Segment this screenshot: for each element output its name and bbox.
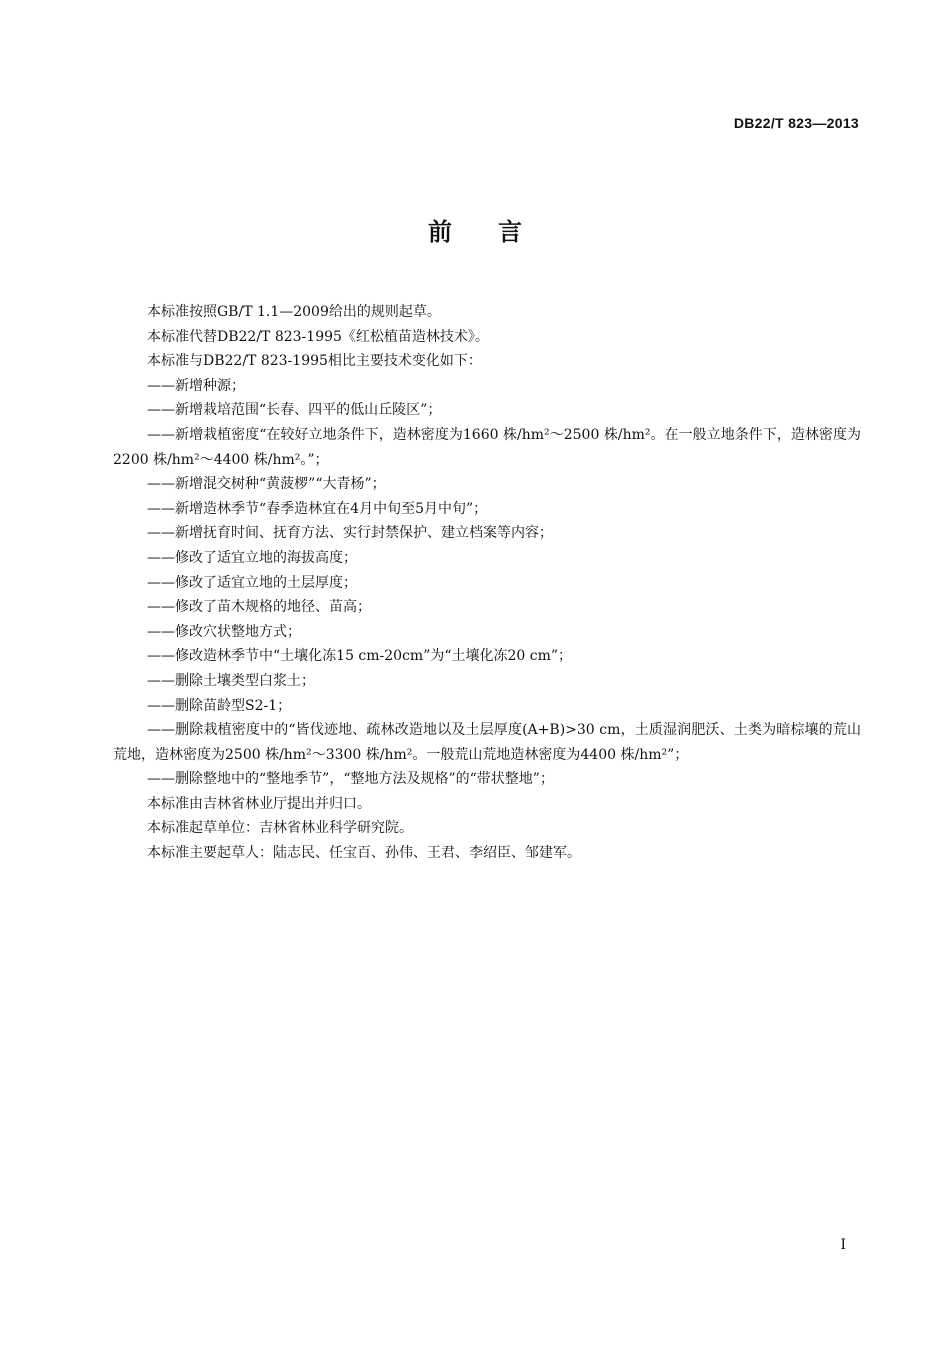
list-item: ——修改造林季节中“土壤化冻15 cm-20cm”为“土壤化冻20 cm”； [147, 648, 573, 665]
list-item: ——新增种源； [147, 377, 245, 394]
list-item: ——删除栽植密度中的“皆伐迹地、疏林改造地以及土层厚度(A+B)>30 cm，土质湿润肥沃、土类为暗棕壤的荒山荒地，造林密度为2500 株/hm²～3300 株/hm²。一般荒山荒地造林密度为4400 株/hm²”； [113, 722, 861, 763]
list-item: ——删除土壤类型白浆土； [147, 672, 315, 689]
page-number: I [840, 1237, 846, 1253]
list-item: ——新增栽植密度“在较好立地条件下，造林密度为1660 株/hm²～2500 株/hm²。在一般立地条件下，造林密度为2200 株/hm²～4400 株/hm²。”； [113, 426, 861, 468]
list-item: ——修改了苗木规格的地径、苗高； [147, 599, 371, 616]
paragraph: 本标准代替DB22/T 823-1995《红松植苗造林技术》。 [147, 328, 489, 345]
paragraph: 本标准起草单位：吉林省林业科学研究院。 [147, 820, 413, 837]
standard-code: DB22/T 823—2013 [733, 115, 859, 131]
page-title: 前言 [428, 218, 568, 246]
paragraph: 本标准按照GB/T 1.1—2009给出的规则起草。 [147, 304, 441, 320]
list-item: ——删除苗龄型S2-1； [147, 697, 292, 714]
list-item: ——新增混交树种“黄菠椤”“大青杨”； [147, 476, 386, 493]
paragraph: 本标准主要起草人：陆志民、任宝百、孙伟、王君、李绍臣、邹建军。 [147, 845, 581, 862]
list-item: ——修改了适宜立地的土层厚度； [147, 574, 357, 591]
paragraph: 本标准由吉林省林业厅提出并归口。 [147, 795, 371, 812]
paragraph: 本标准与DB22/T 823-1995相比主要技术变化如下： [147, 353, 482, 370]
list-item: ——新增造林季节“春季造林宜在4月中旬至5月中旬”； [147, 500, 488, 517]
list-item: ——新增抚育时间、抚育方法、实行封禁保护、建立档案等内容； [147, 525, 553, 542]
list-item: ——删除整地中的“整地季节”，“整地方法及规格”的“带状整地”； [147, 771, 554, 788]
list-item: ——新增栽培范围“长春、四平的低山丘陵区”； [147, 402, 442, 419]
list-item: ——修改穴状整地方式； [147, 623, 301, 640]
foreword-body [113, 300, 861, 866]
list-item: ——修改了适宜立地的海拔高度； [147, 549, 357, 566]
